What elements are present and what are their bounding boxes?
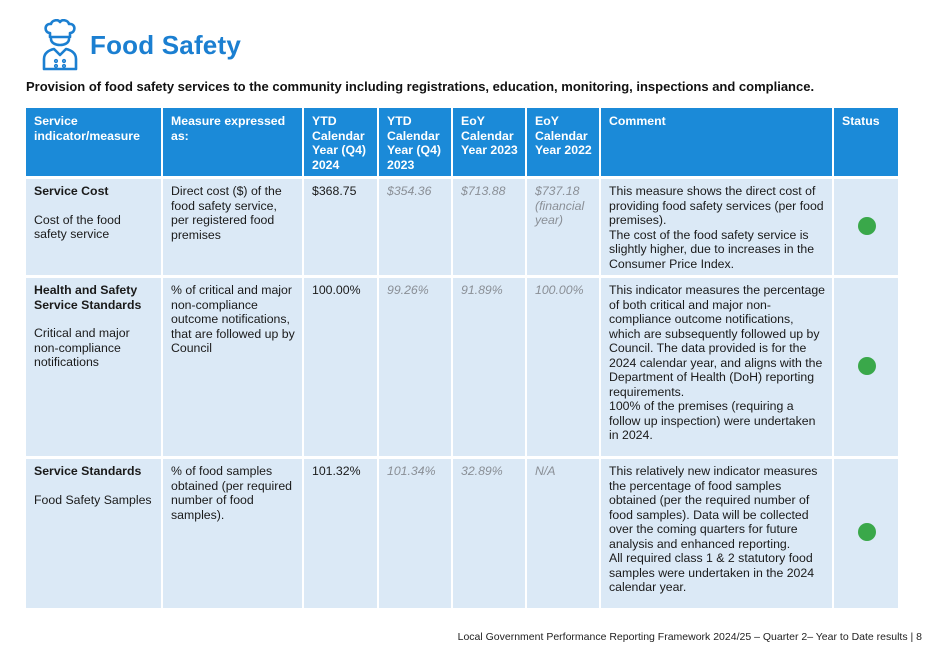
indicator-cell (26, 456, 163, 608)
ytd-2024-value: 101.32% (304, 456, 379, 608)
page-footer: Local Government Performance Reporting Framework 2024/25 – Quarter 2– Year to Date results | 8 (457, 631, 922, 643)
ytd-2023-value: $354.36 (379, 176, 453, 275)
header-eoy-2023: EoY Calendar Year 2023 (453, 108, 527, 176)
indicator-title: Service Standards (34, 464, 142, 478)
ytd-2024-value: $368.75 (304, 176, 379, 275)
comment-cell: This indicator measures the percentage of both critical and major non-compliance outcome notifications, which are subsequently followed up by Council. The data provided is for the 2024 calendar year, and aligns with the Department of Health (DoH) reporting requirements. 100% of the premises (requiring a follow up inspection) were undertaken in 2024. (601, 275, 834, 456)
measure-cell: % of critical and major non-compliance outcome notifications, that are followed up by Council (163, 275, 304, 456)
page-header (40, 18, 241, 72)
page-subtitle: Provision of food safety services to the community including registrations, education, monitoring, inspections and compliance. (26, 79, 815, 94)
ytd-2023-value: 99.26% (379, 275, 453, 456)
header-status: Status (834, 108, 898, 176)
indicator-subtitle: Cost of the food safety service (34, 212, 121, 241)
table-row (26, 456, 898, 608)
table-header-row (26, 108, 898, 176)
status-green-icon (858, 523, 876, 541)
indicator-cell (26, 176, 163, 275)
indicator-cell (26, 275, 163, 456)
status-cell (834, 275, 898, 456)
header-measure: Measure expressed as: (163, 108, 304, 176)
page-title: Food Safety (90, 29, 241, 60)
header-indicator: Service indicator/measure (26, 108, 163, 176)
status-green-icon (858, 357, 876, 375)
ytd-2023-value: 101.34% (379, 456, 453, 608)
ytd-2024-value: 100.00% (304, 275, 379, 456)
eoy-2022-value: 100.00% (527, 275, 601, 456)
eoy-2023-value: 32.89% (453, 456, 527, 608)
status-green-icon (858, 217, 876, 235)
status-cell (834, 176, 898, 275)
header-ytd-2023: YTD Calendar Year (Q4) 2023 (379, 108, 453, 176)
header-eoy-2022: EoY Calendar Year 2022 (527, 108, 601, 176)
indicator-subtitle: Critical and major non-compliance notifications (34, 326, 130, 369)
comment-cell: This relatively new indicator measures the percentage of food samples obtained (per the required number of food samples). Data will be collected over the coming quarters for future analysis and enhanced reporting. All required class 1 & 2 statutory food samples were undertaken in the 2024 calendar year. (601, 456, 834, 608)
eoy-2022-value: $737.18 (financial year) (527, 176, 601, 275)
chef-icon (40, 19, 80, 71)
status-cell (834, 456, 898, 608)
indicator-subtitle: Food Safety Samples (34, 492, 152, 507)
measure-cell: % of food samples obtained (per required number of food samples). (163, 456, 304, 608)
eoy-2022-value: N/A (527, 456, 601, 608)
measure-cell: Direct cost ($) of the food safety service, per registered food premises (163, 176, 304, 275)
table-row (26, 176, 898, 275)
header-comment: Comment (601, 108, 834, 176)
performance-table (26, 108, 898, 608)
comment-cell: This measure shows the direct cost of providing food safety services (per food premises). The cost of the food safety service is slightly higher, due to increases in the Consumer Price Index. (601, 176, 834, 275)
header-ytd-2024: YTD Calendar Year (Q4) 2024 (304, 108, 379, 176)
table-row (26, 275, 898, 456)
indicator-title: Service Cost (34, 184, 109, 198)
eoy-2023-value: $713.88 (453, 176, 527, 275)
indicator-title: Health and Safety Service Standards (34, 283, 142, 312)
eoy-2023-value: 91.89% (453, 275, 527, 456)
